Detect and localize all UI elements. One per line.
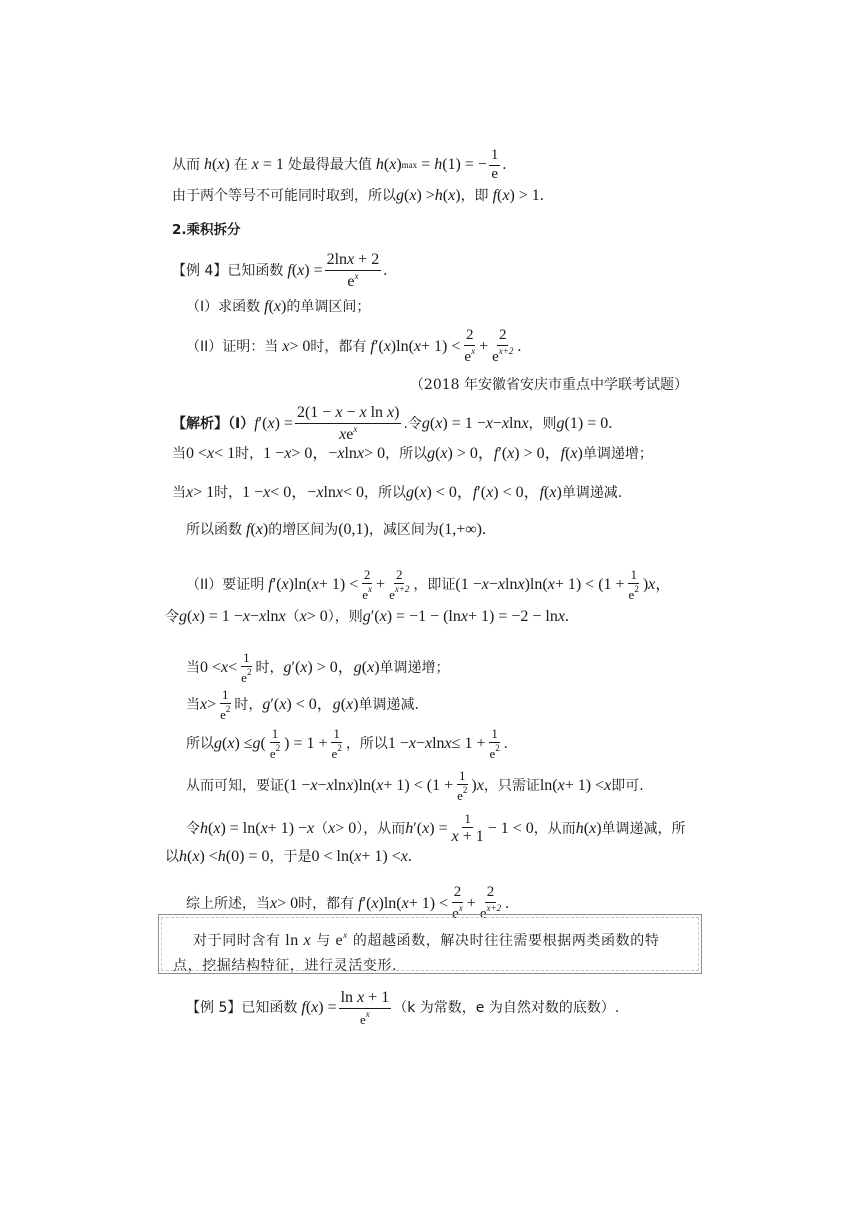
section-heading: 2.乘积拆分	[172, 222, 241, 238]
final-conclusion: 综上所述，当 x > 0 时，都有 f ′( x )ln( x + 1) < $\frac{2}{e^x}$ + $\frac{2}{e^{x+2}}$ .	[186, 884, 510, 922]
g-case-1: 当 0 < x < $\frac{1}{e^2}$ 时， g ′( x ) > 0， g ( x ) 单调递增；	[186, 650, 450, 685]
tip-box	[158, 914, 702, 974]
g-case-2: 当 x > $\frac{1}{e^2}$ 时， g ′( x ) < 0， g ( x ) 单调递减.	[186, 687, 419, 722]
interval-summary: 所以函数 f ( x ) 的增区间为 (0,1) ，减区间为 (1,+∞).	[186, 521, 486, 538]
question-2: （II）证明：当 x > 0 时，都有 f ′( x )ln( x + 1) < $\frac{2}{e^x}$ + $\frac{2}{e^{x+2}}$ .	[186, 327, 522, 365]
reduction: 从而可知，要证 (1 − x − x ln x )ln( x + 1) < (1 + $\frac{1}{e^2}$ ) x ，只需证 ln( x + 1) < x 即可.	[186, 768, 644, 803]
h-conclusion: 以 h ( x ) < h (0) = 0 ，于是 0 < ln( x + 1) < x .	[165, 848, 412, 865]
g-bound: 所以 g ( x ) ≤ g ( $\frac{1}{e^2}$ ) = 1 + $\frac{1}{e^2}$ ，所以 1 − x − x ln x ≤ 1 + $\frac{1}{e^2}$ .	[186, 726, 508, 761]
solution-part-2: （II）要证明 f ′( x )ln( x + 1) < $\frac{2}{e^x}$ + $\frac{2}{e^{x+2}}$ ，即证 (1 − x − x ln x )ln( x + 1) < (1 + $\frac{1}{e^2}$ ) x ，	[186, 567, 672, 602]
conclusion-line-2: 由于两个等号不可能同时取到，所以 g ( x ) > h ( x ) ，即 f ( x ) > 1.	[172, 187, 544, 204]
example-4-statement: 【例 4】已知函数 f ( x ) = $\frac{2\ln x + 2}{e^x}$ .	[172, 251, 388, 290]
example-5-statement: 【例 5】已知函数 f ( x ) = $\frac{\text{ln x + 1}}{e^x}$ （k 为常数，e 为自然对数的底数）.	[186, 989, 620, 1027]
case-line-2: 当 x > 1 时， 1 − x < 0，− x ln x < 0 ，所以 g ( x ) < 0， f ′( x ) < 0， f ( x ) 单调递减.	[172, 484, 623, 501]
source-citation: （2018 年安徽省安庆市重点中学联考试题）	[409, 377, 688, 393]
define-g: 令 g ( x ) = 1 − x − x ln x （ x > 0 ），则 g ′( x ) = −1 − (ln x + 1) = −2 − ln x .	[165, 608, 569, 625]
question-1: （I）求函数 f ( x ) 的单调区间；	[186, 298, 371, 315]
tip-text: 对于同时含有 ln x 与 $e^x$ 的超越函数，解决时往往需要根据两类函数的特点，挖掘结构特征，进行灵活变形.	[173, 930, 660, 974]
conclusion-line-1: 从而 h ( x ) 在 x = 1 处最得最大值 h ( x ) max = h (1) = − $\frac{1}{e}$ .	[172, 147, 507, 182]
define-h: 令 h ( x ) = ln( x + 1) − x （ x > 0 ），从而 h ′( x ) = $\frac{1}{x + 1}$ − 1 < 0 ，从而 h ( x ) 单调递减，所	[186, 811, 686, 845]
solution-part-1: 【解析】（I） f ′( x ) = $\frac{\text{2(1 − x − x ln x)}}{xe^x}$ .令 g ( x ) = 1 − x − x ln x ，则 g (1) = 0.	[172, 404, 613, 443]
case-line-1: 当 0 < x < 1 时， 1 − x > 0，− x ln x > 0 ，所以 g ( x ) > 0， f ′( x ) > 0， f ( x ) 单调递增；	[172, 445, 653, 462]
